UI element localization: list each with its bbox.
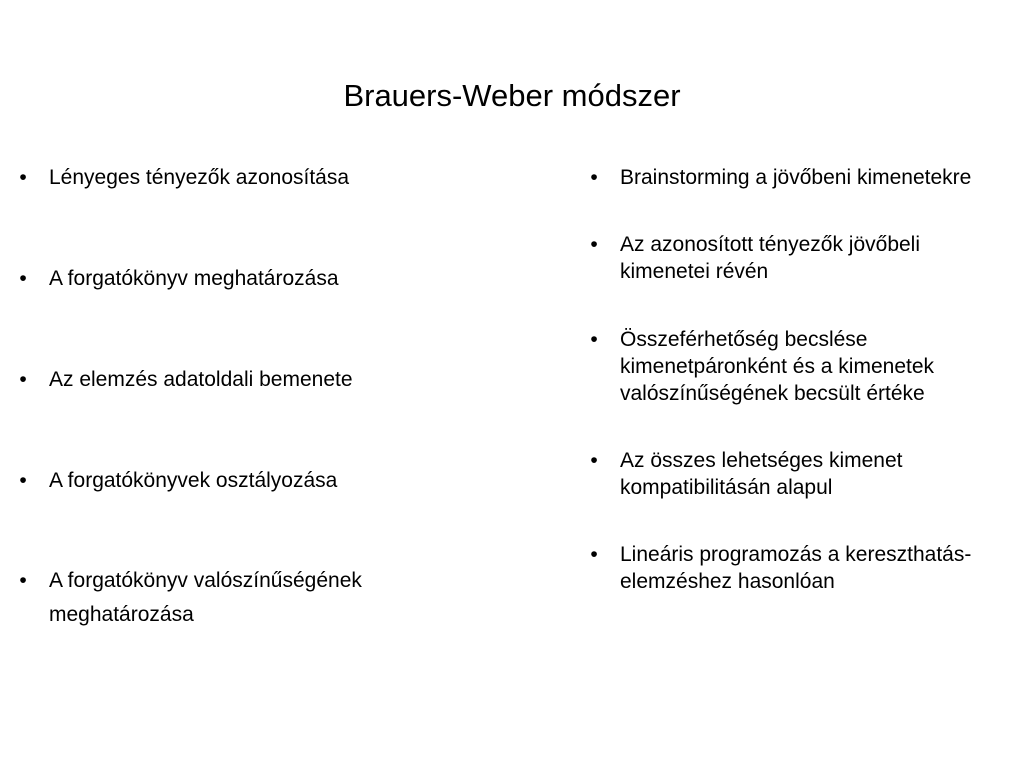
bullet-icon: • — [590, 328, 598, 351]
list-item-text: Brainstorming a jövőbeni kimenetekre — [620, 166, 972, 189]
bullet-icon: • — [590, 449, 598, 472]
list-item-text: Lényeges tényezők azonosítása — [49, 166, 350, 189]
list-item-text: Az elemzés adatoldali bemenete — [49, 368, 353, 391]
list-item — [13, 164, 483, 191]
bullet-icon: • — [19, 267, 27, 290]
bullet-icon: • — [19, 569, 27, 592]
list-item-text: Az összes lehetséges kimenet kompatibilitásán alapul — [620, 449, 903, 499]
list-item — [584, 326, 1014, 407]
list-item — [584, 231, 1014, 285]
list-item — [584, 447, 1014, 501]
bullet-icon: • — [590, 166, 598, 189]
list-item — [13, 467, 483, 494]
left-bullet-list — [13, 164, 483, 706]
list-item-text: A forgatókönyv meghatározása — [49, 267, 339, 290]
slide-title: Brauers-Weber módszer — [343, 78, 681, 113]
bullet-icon: • — [19, 368, 27, 391]
list-item — [584, 164, 1014, 191]
list-item — [13, 366, 483, 393]
list-item-text: Az azonosított tényezők jövőbeli kimenetei révén — [620, 233, 921, 283]
bullet-icon: • — [19, 469, 27, 492]
list-item-text: Összeférhetőség becslése kimenetpáronként és a kimenetek valószínűségének becsült értéke — [620, 328, 935, 405]
bullet-icon: • — [19, 166, 27, 189]
list-item — [13, 564, 483, 632]
list-item-text: Lineáris programozás a kereszthatás-elemzéshez hasonlóan — [620, 543, 972, 593]
list-item-text: A forgatókönyvek osztályozása — [49, 469, 338, 492]
list-item — [584, 541, 1014, 595]
right-bullet-list — [584, 164, 1014, 635]
bullet-icon: • — [590, 233, 598, 256]
list-item-text: A forgatókönyv valószínűségének meghatározása — [49, 569, 362, 626]
bullet-icon: • — [590, 543, 598, 566]
list-item — [13, 265, 483, 292]
